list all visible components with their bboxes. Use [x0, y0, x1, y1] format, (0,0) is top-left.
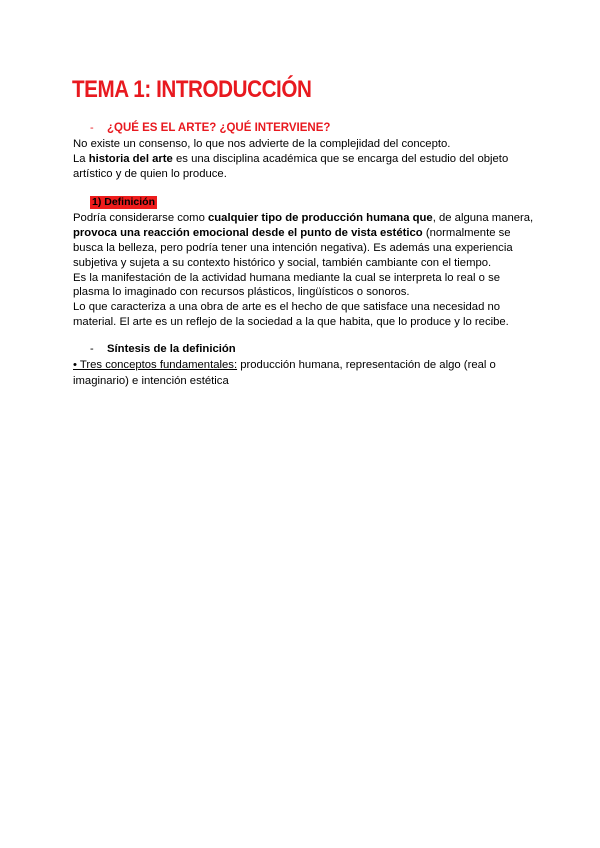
paragraph-line: No existe un consenso, lo que nos advierte de la complejidad del concepto.	[73, 138, 451, 150]
text-run: Podría considerarse como	[73, 212, 208, 224]
bold-term: cualquier tipo de producción humana que	[208, 212, 433, 224]
text-run: , de alguna manera,	[432, 212, 534, 224]
paragraph-line: artístico y de quien lo produce.	[73, 168, 227, 180]
paragraph-line	[73, 153, 508, 165]
paragraph-line: subjetiva y sujeta a su contexto histórico y social, también cambiante con el tiempo.	[73, 257, 492, 269]
text-run: (normalmente se	[422, 227, 511, 239]
paragraph-line: imaginario) e intención estética	[73, 375, 229, 387]
page-title: TEMA 1: INTRODUCCIÓN	[72, 76, 312, 103]
text-run: La	[73, 153, 89, 165]
text-run: es una disciplina académica que se encarga del estudio del objeto	[172, 153, 509, 165]
section-bullet: -	[90, 343, 94, 355]
section-heading: Síntesis de la definición	[107, 343, 236, 355]
text-run: producción humana, representación de algo (real o	[237, 359, 496, 371]
paragraph-line: Lo que caracteriza a una obra de arte es el hecho de que satisface una necesidad no	[73, 301, 501, 313]
paragraph-line: Es la manifestación de la actividad humana mediante la cual se interpreta lo real o se	[73, 272, 501, 284]
bold-term: historia del arte	[88, 153, 173, 165]
paragraph-line	[73, 227, 511, 239]
paragraph-line	[73, 212, 533, 224]
paragraph-line: material. El arte es un reflejo de la sociedad a la que habita, que lo produce y lo recibe.	[73, 316, 509, 328]
paragraph-line	[73, 359, 496, 371]
section-bullet: -	[90, 122, 94, 134]
section-heading: ¿QUÉ ES EL ARTE? ¿QUÉ INTERVIENE?	[107, 122, 331, 134]
definition-label: 1) Definición	[92, 196, 156, 208]
bold-term: provoca una reacción emocional desde el punto de vista estético	[73, 227, 423, 239]
underlined-term: • Tres conceptos fundamentales:	[73, 359, 238, 371]
paragraph-line: plasma lo imaginado con recursos plásticos, lingüísticos o sonoros.	[73, 286, 410, 298]
paragraph-line: busca la belleza, pero podría tener una intención negativa). Es además una experiencia	[73, 242, 513, 254]
